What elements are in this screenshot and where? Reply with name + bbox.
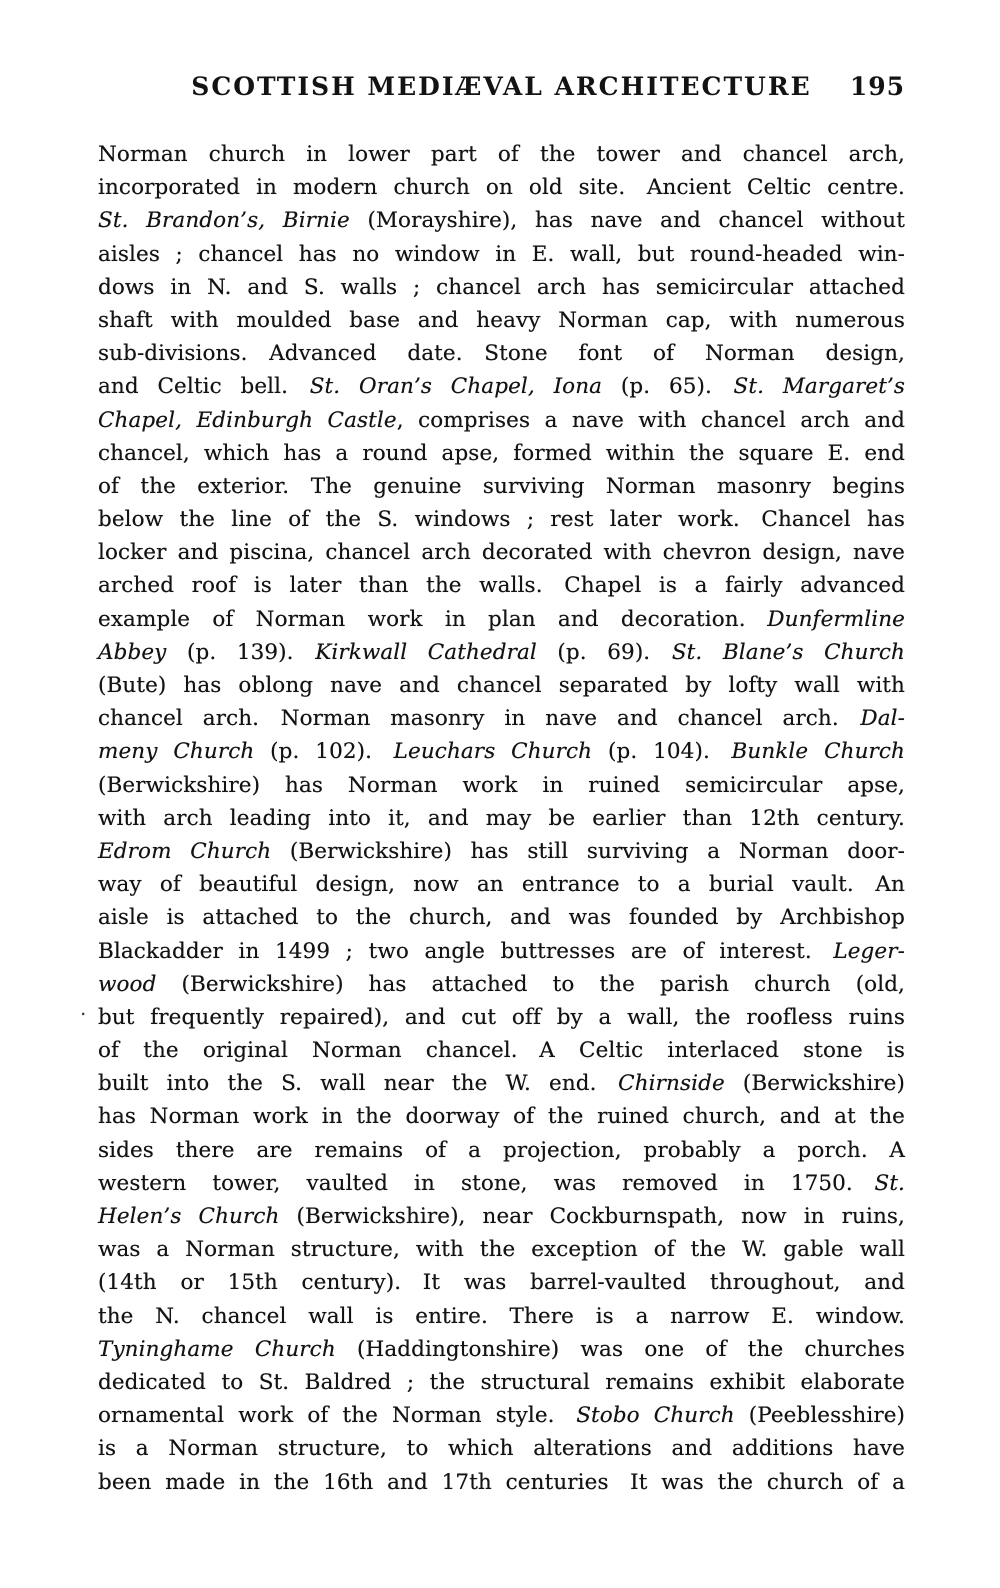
page-number: 195 xyxy=(849,72,905,101)
text-segment: (p. 102). xyxy=(254,739,394,765)
text-segment: (Berwickshire) xyxy=(724,1071,905,1097)
text-line xyxy=(98,470,905,503)
italic-text-segment: Dunfermline xyxy=(767,606,905,632)
text-segment: (Haddingtonshire) was one of the churches xyxy=(335,1336,905,1362)
italic-text-segment: Chirnside xyxy=(618,1071,725,1097)
text-segment: Blackadder in 1499 ; two angle buttresses are of interest. xyxy=(98,938,834,964)
text-line xyxy=(98,669,905,702)
text-segment: , comprises a nave with chancel arch and xyxy=(396,407,905,433)
text-segment: (14th or 15th century). It was barrel-vaulted throughout, and xyxy=(98,1270,905,1296)
italic-text-segment: St. xyxy=(874,1170,905,1196)
text-line xyxy=(98,735,905,768)
text-line xyxy=(98,1233,905,1266)
text-line xyxy=(98,437,905,470)
text-segment: the N. chancel wall is entire. There is a narrow E. window. xyxy=(98,1303,905,1329)
text-segment: but frequently repaired), and cut off by a wall, the roofless ruins xyxy=(98,1004,905,1030)
text-segment: (p. 104). xyxy=(592,739,732,765)
text-segment: and Celtic bell. xyxy=(98,374,310,400)
text-segment: built into the S. wall near the W. end. xyxy=(98,1071,619,1097)
text-segment: shaft with moulded base and heavy Norman cap, with numerous xyxy=(98,307,905,333)
text-segment: (p. 65). xyxy=(602,374,734,400)
text-line xyxy=(98,868,905,901)
text-segment: way of beautiful design, now an entrance to a burial vault. An xyxy=(98,872,905,898)
text-segment: (p. 69). xyxy=(536,639,672,665)
text-line xyxy=(98,1001,905,1034)
text-segment: example of Norman work in plan and decoration. xyxy=(98,606,768,632)
text-line xyxy=(98,404,905,437)
text-segment: chancel, which has a round apse, formed within the square E. end xyxy=(98,440,905,466)
text-segment: been made in the 16th and 17th centuries It was the church of a xyxy=(98,1469,905,1495)
text-line xyxy=(98,802,905,835)
text-line xyxy=(98,769,905,802)
text-segment: dedicated to St. Baldred ; the structural remains exhibit elaborate xyxy=(98,1369,905,1395)
text-segment: aisle is attached to the church, and was founded by Archbishop xyxy=(98,905,905,931)
italic-text-segment: Tyninghame Church xyxy=(98,1336,336,1362)
text-line xyxy=(98,1067,905,1100)
text-segment: of the original Norman chancel. A Celtic interlaced stone is xyxy=(98,1038,905,1064)
italic-text-segment: Abbey xyxy=(98,639,167,665)
text-line xyxy=(98,1333,905,1366)
text-segment: (Berwickshire) has attached to the parish church (old, xyxy=(156,971,905,997)
text-segment: sub-divisions. Advanced date. Stone font of Norman design, xyxy=(98,341,905,367)
text-segment: is a Norman structure, to which alterations and additions have xyxy=(98,1436,905,1462)
text-segment: below the line of the S. windows ; rest later work. Chancel has xyxy=(98,507,905,533)
text-line xyxy=(98,204,905,237)
text-line xyxy=(98,1266,905,1299)
italic-text-segment: Helen’s Church xyxy=(98,1204,280,1229)
italic-text-segment: Chapel, Edinburgh Castle xyxy=(98,407,397,433)
text-line xyxy=(98,968,905,1001)
text-line xyxy=(98,835,905,868)
text-segment: ornamental work of the Norman style. xyxy=(98,1403,577,1429)
page-title: SCOTTISH MEDIÆVAL ARCHITECTURE xyxy=(191,72,812,101)
text-segment: Norman church in lower part of the tower and chancel arch, xyxy=(98,142,905,167)
text-line xyxy=(98,138,905,171)
text-line xyxy=(98,636,905,669)
text-line xyxy=(98,569,905,602)
italic-text-segment: Kirkwall Cathedral xyxy=(315,639,537,665)
italic-text-segment: Edrom Church xyxy=(98,838,272,864)
text-line xyxy=(98,1134,905,1167)
text-segment: incorporated in modern church on old site. Ancient Celtic centre. xyxy=(98,175,905,201)
text-line xyxy=(98,171,905,204)
text-segment: aisles ; chancel has no window in E. wall, but round-headed win- xyxy=(98,241,905,267)
text-line xyxy=(98,503,905,536)
text-line xyxy=(98,603,905,636)
text-line xyxy=(98,1399,905,1432)
text-line xyxy=(98,238,905,271)
text-segment: with arch leading into it, and may be earlier than 12th century. xyxy=(98,805,905,831)
italic-text-segment: St. Oran’s Chapel, Iona xyxy=(309,374,603,400)
text-line xyxy=(98,271,905,304)
italic-text-segment: St. Margaret’s xyxy=(733,374,906,400)
text-segment: arched roof is later than the walls. Chapel is a fairly advanced xyxy=(98,573,905,599)
text-line xyxy=(98,935,905,968)
text-line xyxy=(98,702,905,735)
text-line xyxy=(98,337,905,370)
italic-text-segment: Leger- xyxy=(833,938,905,964)
text-line xyxy=(98,304,905,337)
text-line xyxy=(98,1432,905,1465)
italic-text-segment: Leuchars Church xyxy=(393,739,593,765)
text-line xyxy=(98,1300,905,1333)
text-line xyxy=(98,1100,905,1133)
text-line xyxy=(98,1034,905,1067)
text-line xyxy=(98,370,905,403)
text-segment: (Berwickshire) has still surviving a Norman door- xyxy=(271,838,905,864)
italic-text-segment: St. Blane’s Church xyxy=(671,639,905,665)
italic-text-segment: meny Church xyxy=(98,739,255,765)
text-segment: western tower, vaulted in stone, was removed in 1750. xyxy=(98,1170,875,1196)
text-segment: (p. 139). xyxy=(166,639,316,665)
text-line xyxy=(98,1200,905,1233)
italic-text-segment: wood xyxy=(98,971,157,997)
text-block xyxy=(98,138,905,1499)
text-segment: (Morayshire), has nave and chancel without xyxy=(349,208,905,234)
text-line xyxy=(98,901,905,934)
text-segment: sides there are remains of a projection, probably a porch. A xyxy=(98,1137,905,1163)
text-segment: (Berwickshire) has Norman work in ruined semicircular apse, xyxy=(98,772,905,798)
text-segment: chancel arch. Norman masonry in nave and chancel arch. xyxy=(98,706,861,732)
text-line xyxy=(98,536,905,569)
text-segment: (Bute) has oblong nave and chancel separated by lofty wall with xyxy=(98,673,905,698)
text-segment: locker and piscina, chancel arch decorated with chevron design, nave xyxy=(98,540,905,566)
text-line xyxy=(98,1466,905,1499)
scan-artifact-dot: . xyxy=(80,996,87,1020)
text-line xyxy=(98,1167,905,1200)
running-head xyxy=(98,72,905,101)
text-segment: dows in N. and S. walls ; chancel arch has semicircular attached xyxy=(98,274,905,300)
italic-text-segment: Dal- xyxy=(860,706,905,732)
text-segment: (Berwickshire), near Cockburnspath, now in ruins, xyxy=(279,1204,905,1229)
italic-text-segment: Bunkle Church xyxy=(731,739,905,765)
text-segment: of the exterior. The genuine surviving Norman masonry begins xyxy=(98,473,905,499)
text-segment: was a Norman structure, with the exception of the W. gable wall xyxy=(98,1237,905,1263)
italic-text-segment: St. Brandon’s, Birnie xyxy=(98,208,350,234)
italic-text-segment: Stobo Church xyxy=(576,1403,735,1429)
text-line xyxy=(98,1366,905,1399)
text-segment: (Peeblesshire) xyxy=(734,1403,906,1429)
text-segment: has Norman work in the doorway of the ruined church, and at the xyxy=(98,1104,905,1130)
